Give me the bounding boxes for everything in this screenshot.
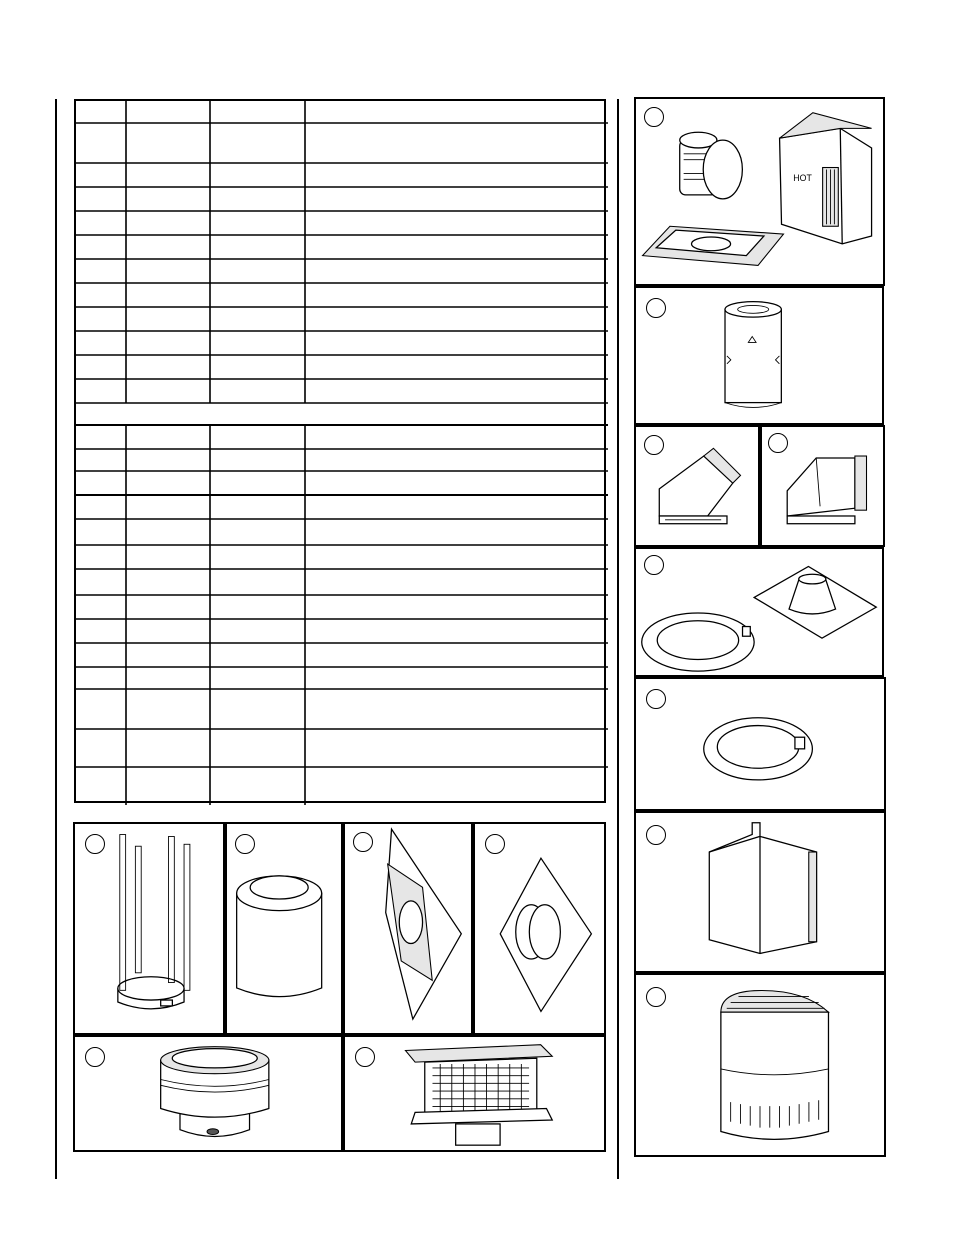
panel-storm-collar-and-flashing	[634, 547, 884, 677]
parts-table	[74, 99, 606, 803]
pipe-section-icon	[636, 288, 882, 423]
vertical-cap-icon	[75, 1037, 341, 1150]
wall-thimble-icon	[475, 824, 604, 1033]
panel-elbow-45	[634, 425, 760, 547]
support-strap-icon	[75, 824, 223, 1033]
center-column-rule	[617, 99, 619, 1179]
termination-cap-icon	[636, 975, 884, 1155]
panel-chase-shroud	[634, 811, 886, 973]
left-margin-rule	[55, 99, 57, 1179]
cap-and-shield-icon	[636, 99, 883, 284]
elbow-90-icon	[762, 427, 883, 545]
panel-cap-and-shield	[634, 97, 885, 286]
chimney-cap-icon	[345, 1037, 604, 1150]
storm-collar-and-flashing-icon	[636, 549, 882, 675]
panel-firestop-plate	[343, 822, 473, 1035]
chase-shroud-icon	[636, 813, 884, 971]
hot-label: HOT	[793, 173, 812, 184]
panel-chimney-cap	[343, 1035, 606, 1152]
panel-pipe-coupler	[225, 822, 343, 1035]
panel-pipe-section	[634, 286, 884, 425]
panel-storm-collar	[634, 677, 886, 811]
panel-wall-thimble	[473, 822, 606, 1035]
firestop-plate-icon	[345, 824, 471, 1033]
storm-collar-icon	[636, 679, 884, 809]
panel-termination-cap	[634, 973, 886, 1157]
parts-table-grid	[76, 101, 608, 805]
panel-elbow-90	[760, 425, 885, 547]
panel-vertical-cap	[73, 1035, 343, 1152]
panel-support-strap	[73, 822, 225, 1035]
pipe-coupler-icon	[227, 824, 341, 1033]
elbow-45-icon	[636, 427, 758, 545]
